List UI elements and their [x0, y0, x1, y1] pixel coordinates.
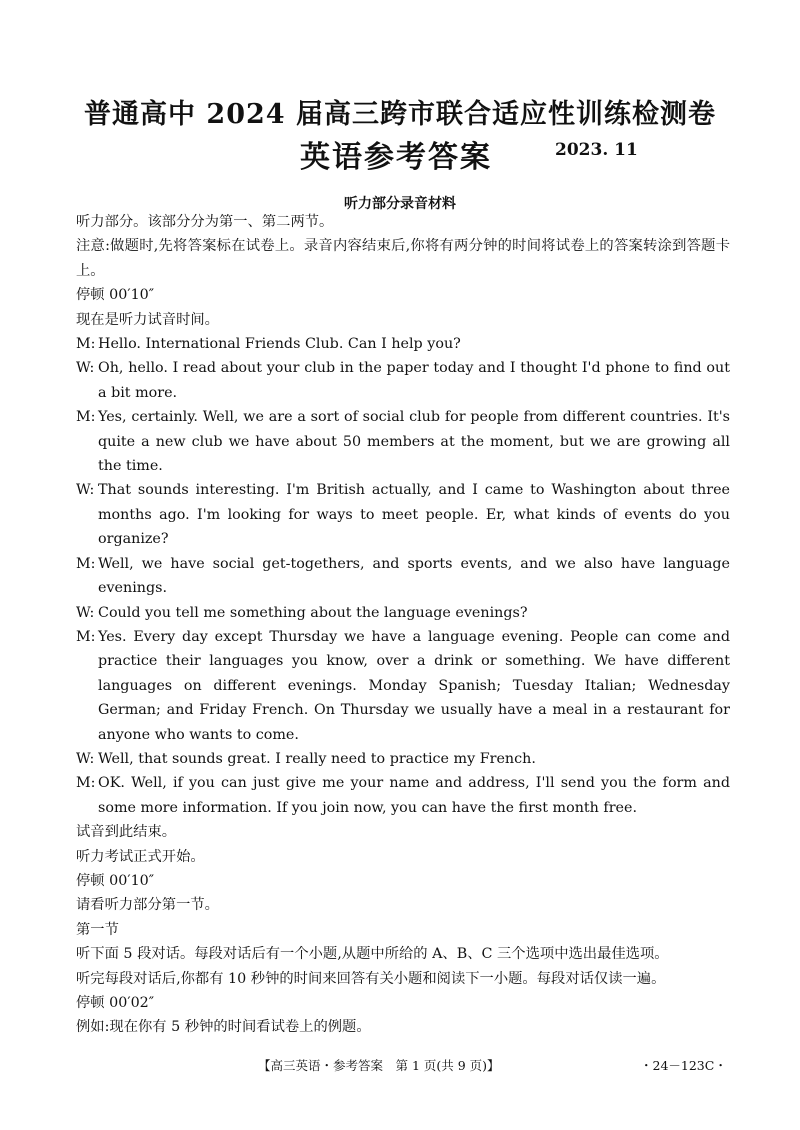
- dialogue-turn: [76, 601, 730, 625]
- speaker-label: M:: [76, 409, 96, 426]
- speaker-label: M:: [76, 336, 96, 353]
- utterance-text: Yes. Every day except Thursday we have a language evening. People can come and practice their languages you know, over a drink or something. We have different languages on different evenings. Monday Spanish; Tuesday Italian; Wednesday German; and Friday French. On Thursday we usually have a meal in a restaurant for anyone who wants to come.: [98, 628, 730, 743]
- part-instruction-line: 请看听力部分第一节。: [76, 897, 219, 914]
- section-heading: 第一节: [76, 921, 119, 938]
- utterance-text: That sounds interesting. I'm British actually, and I came to Washington about three months ago. I'm looking for ways to meet people. Er, what kinds of events do you organize?: [98, 482, 730, 548]
- utterance-text: Hello. International Friends Club. Can I help you?: [98, 336, 461, 353]
- section-instruction-line: 听完每段对话后,你都有 10 秒钟的时间来回答有关小题和阅读下一小题。每段对话仅读一遍。: [76, 970, 666, 987]
- dialogue-turn: [76, 478, 730, 551]
- speaker-label: M:: [76, 628, 96, 645]
- dialogue-turn: [76, 356, 730, 405]
- utterance-text: OK. Well, if you can just give me your name and address, I'll send you the form and some more information. If you join now, you can have the first month free.: [98, 775, 730, 816]
- transcript-body: [76, 210, 730, 1040]
- paper-code: ・24－123C・: [640, 1058, 727, 1073]
- dialogue-turn: [76, 747, 730, 771]
- dialogue-turn: [76, 625, 730, 747]
- speaker-label: M:: [76, 775, 96, 792]
- exam-start-line: 听力考试正式开始。: [76, 848, 205, 865]
- speaker-label: M:: [76, 555, 96, 572]
- answer-key-title: 英语参考答案: [300, 140, 492, 175]
- section-title: 听力部分录音材料: [344, 196, 456, 212]
- utterance-text: Well, that sounds great. I really need to practice my French.: [98, 750, 536, 767]
- intro-line: 听力部分。该部分分为第一、第二两节。: [76, 214, 334, 230]
- pause-marker: 停顿 00′10″: [76, 287, 155, 304]
- dialogue-turn: [76, 771, 730, 820]
- dialogue-turn: [76, 332, 730, 356]
- utterance-text: Oh, hello. I read about your club in the paper today and I thought I'd phone to find out a bit more.: [98, 360, 730, 401]
- page-footer: 【高三英语・参考答案 第 1 页(共 9 页)】: [258, 1058, 500, 1073]
- pause-marker: 停顿 00′02″: [76, 995, 155, 1011]
- utterance-text: Yes, certainly. Well, we are a sort of social club for people from different countries. It's quite a new club we have about 50 members at the moment, but we are growing all the time.: [98, 409, 730, 475]
- utterance-text: Could you tell me something about the language evenings?: [98, 604, 528, 621]
- pause-marker: 停顿 00′10″: [76, 872, 155, 889]
- sound-check-end-line: 试音到此结束。: [76, 824, 177, 841]
- exam-title: 普通高中 2024 届高三跨市联合适应性训练检测卷: [84, 99, 716, 130]
- exam-date: 2023. 11: [555, 140, 638, 160]
- instruction-paragraph: 注意:做题时,先将答案标在试卷上。录音内容结束后,你将有两分钟的时间将试卷上的答案转涂到答题卡上。: [76, 238, 730, 279]
- example-instruction-line: 例如:现在你有 5 秒钟的时间看试卷上的例题。: [76, 1019, 371, 1036]
- dialogue-turn: [76, 552, 730, 601]
- utterance-text: Well, we have social get-togethers, and sports events, and we also have language evenings.: [98, 555, 730, 597]
- speaker-label: W:: [76, 604, 95, 621]
- speaker-label: W:: [76, 750, 95, 767]
- speaker-label: W:: [76, 360, 95, 377]
- section-instruction-line: 听下面 5 段对话。每段对话后有一个小题,从题中所给的 A、B、C 三个选项中选出最佳选项。: [76, 946, 669, 963]
- dialogue-turn: [76, 405, 730, 478]
- speaker-label: W:: [76, 482, 95, 499]
- sound-check-line: 现在是听力试音时间。: [76, 311, 219, 328]
